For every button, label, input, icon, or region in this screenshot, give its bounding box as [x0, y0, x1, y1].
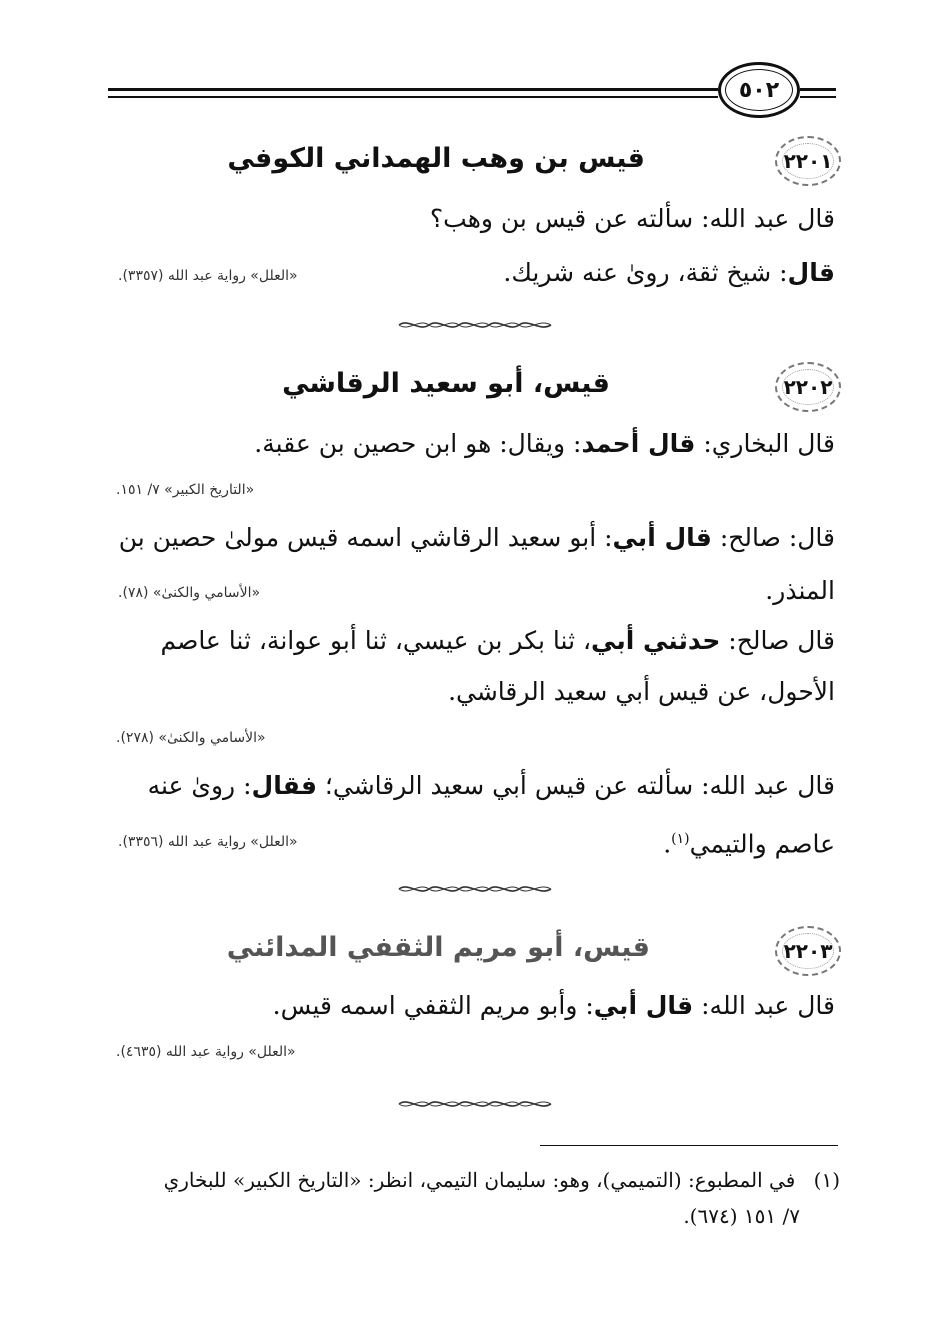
citation: «التاريخ الكبير» ٧/ ١٥١.	[116, 482, 255, 498]
entry-number-badge: ٢٢٠٢	[775, 362, 841, 412]
header-rule-thin	[108, 96, 718, 98]
text-line: قال عبد الله: سألته عن قيس أبي سعيد الرقاشي؛ فقال: رویٰ عنه	[147, 771, 835, 800]
entry-title: قيس بن وهب الهمداني الكوفي	[227, 143, 645, 174]
entry-title: قيس، أبو سعيد الرقاشي	[282, 368, 610, 399]
citation: «العلل» رواية عبد الله (٣٣٥٦).	[118, 834, 298, 850]
footnote	[164, 1167, 840, 1193]
page-number: ٥٠٢	[718, 62, 800, 118]
header-rule-tail-thin	[800, 96, 836, 98]
citation: «العلل» رواية عبد الله (٣٣٥٧).	[118, 268, 298, 284]
text-line: قال: صالح: قال أبي: أبو سعيد الرقاشي اسمه قيس مولىٰ حصين بن	[118, 523, 835, 552]
ornament-divider	[395, 882, 555, 896]
entry-title: قيس، أبو مريم الثقفي المدائني	[226, 932, 650, 963]
text-line: قال صالح: حدثني أبي، ثنا بكر بن عيسي، ثنا أبو عوانة، ثنا عاصم	[160, 626, 835, 655]
ornament-divider	[395, 1097, 555, 1111]
citation: «العلل» رواية عبد الله (٤٦٣٥).	[116, 1044, 296, 1060]
header-rule	[108, 88, 718, 91]
ornament-divider	[395, 318, 555, 332]
text-line: قال عبد الله: سألته عن قيس بن وهب؟	[429, 204, 835, 233]
entry-number-badge: ٢٢٠١	[775, 136, 841, 186]
header-rule-tail	[800, 88, 836, 91]
text-line: الأحول، عن قيس أبي سعيد الرقاشي.	[448, 677, 835, 706]
footnote-marker[interactable]: (١)	[671, 831, 690, 847]
citation: «الأسامي والكنىٰ» (٢٧٨).	[116, 730, 266, 746]
footnote-text: في المطبوع: (التميمي)، وهو: سليمان التيمي، انظر: «التاريخ الكبير» للبخاري	[163, 1168, 796, 1192]
text-line: عاصم والتيمي$^{(١)}$.	[663, 829, 835, 859]
citation: «الأسامي والكنىٰ» (٧٨).	[118, 585, 261, 601]
text-line: قال عبد الله: قال أبي: وأبو مريم الثقفي اسمه قيس.	[272, 991, 835, 1020]
text-line: قال: شيخ ثقة، رویٰ عنه شريك.	[503, 258, 835, 287]
footnote-number: (١)	[813, 1168, 840, 1192]
entry-number-badge: ٢٢٠٣	[775, 926, 841, 976]
text-line: المنذر.	[765, 576, 835, 605]
footnote-rule	[540, 1145, 838, 1146]
text-line: قال البخاري: قال أحمد: ويقال: هو ابن حصين بن عقبة.	[254, 429, 835, 458]
footnote-text-cont: ٧/ ١٥١ (٦٧٤).	[683, 1204, 800, 1228]
